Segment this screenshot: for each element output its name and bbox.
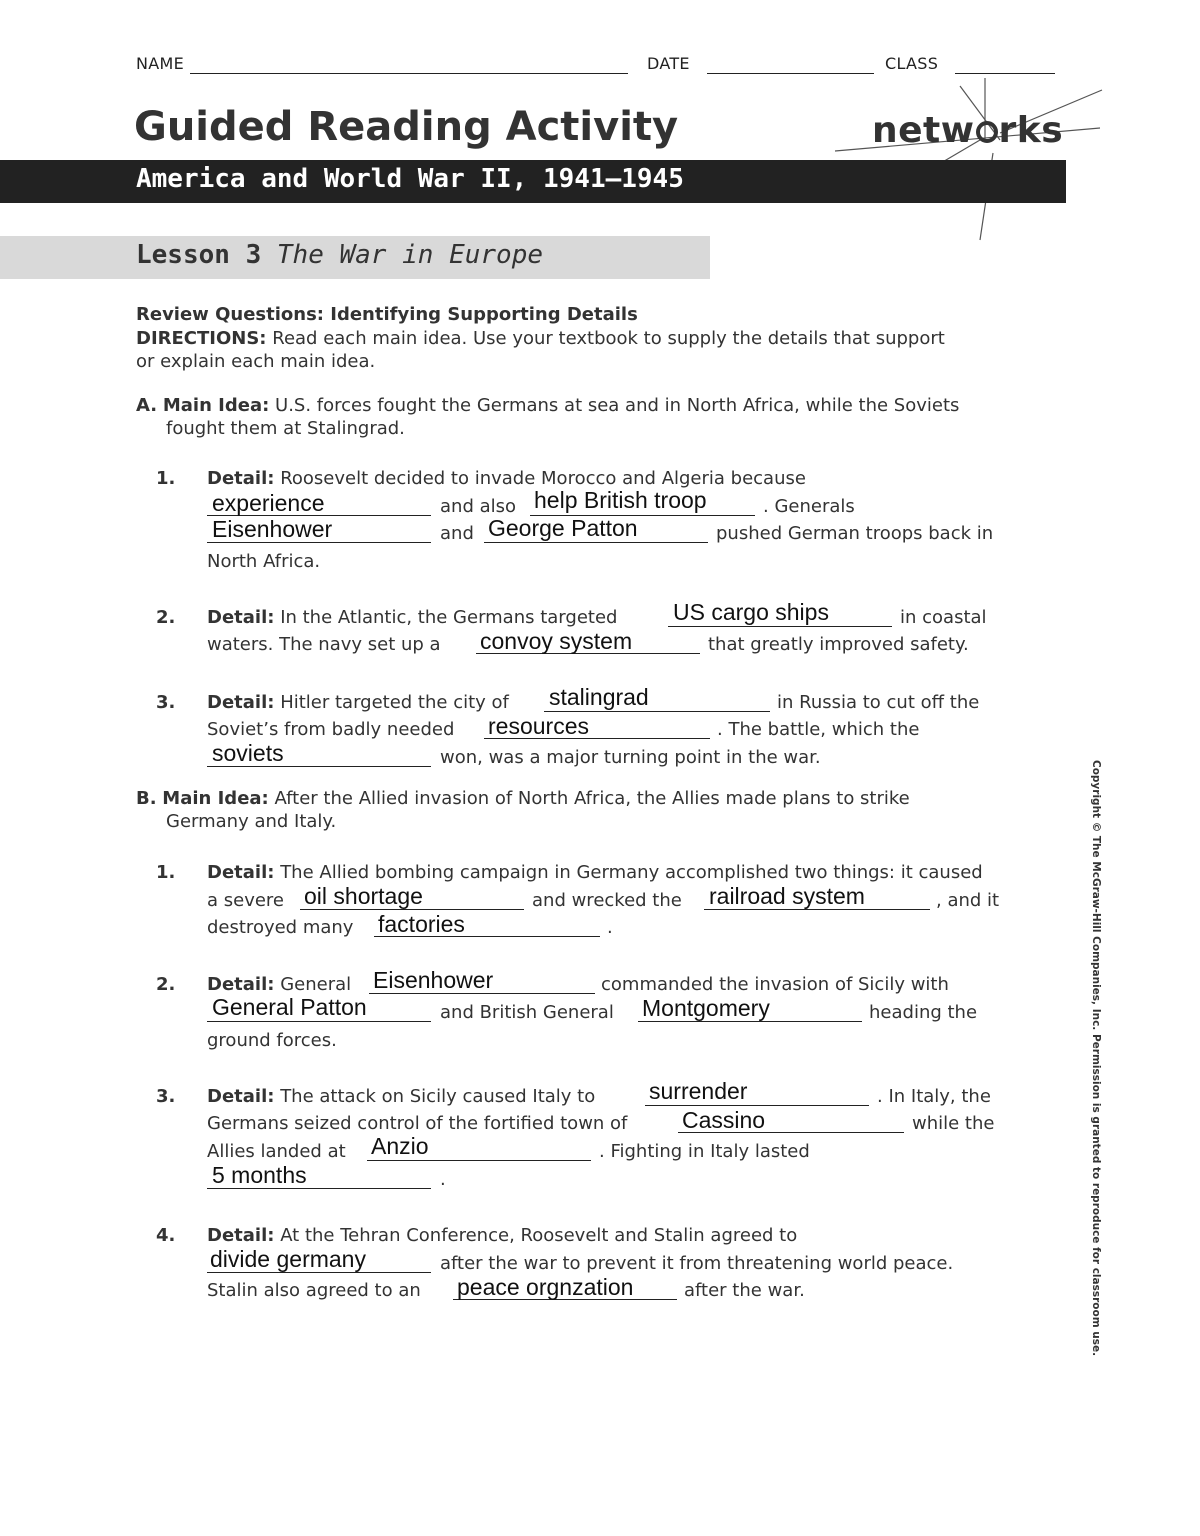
b3-answer2[interactable]: Cassino [682,1107,766,1133]
b2-text3: and British General [440,1002,614,1023]
letter-a: A. [136,395,158,416]
b4-text4: after the war. [684,1280,805,1301]
b3-text3: Germans seized control of the fortified town of [207,1113,628,1134]
a1-answer3[interactable]: Eisenhower [212,516,333,542]
main-idea-a-line1: U.S. forces fought the Germans at sea and in North Africa, while the Soviets [275,395,960,416]
name-line[interactable] [190,73,628,74]
date-label: DATE [647,54,690,73]
a1-text4: and [440,523,474,544]
b3-text2: . In Italy, the [877,1086,991,1107]
main-idea-label: Main Idea: [162,788,269,809]
main-idea-label: Main Idea: [162,395,270,416]
directions-line2: or explain each main idea. [136,351,376,372]
lesson-number: Lesson 3 [136,240,262,270]
a1-text1: Roosevelt decided to invade Morocco and Algeria because [280,468,806,489]
a1-answer2[interactable]: help British troop [534,487,707,513]
directions-label: DIRECTIONS: [136,328,267,349]
networks-logo [872,110,1063,151]
directions-line1: Read each main idea. Use your textbook to supply the details that support [272,328,945,349]
b4-line1 [207,1224,797,1247]
main-idea-b-line1: After the Allied invasion of North Africa, the Allies made plans to strike [274,788,910,809]
copyright-notice [1088,760,1102,1357]
b3-text7: . [440,1169,446,1190]
b2-blank2[interactable] [207,1021,431,1022]
detail-label: Detail: [207,974,275,995]
a1-blank4[interactable] [484,542,708,543]
b2-number: 2. [156,974,176,995]
b2-answer2[interactable]: General Patton [212,994,367,1020]
b3-text5: Allies landed at [207,1141,346,1162]
main-idea-b-line2: Germany and Italy. [166,811,337,832]
b1-number: 1. [156,862,176,883]
b1-text1: The Allied bombing campaign in Germany accomplished two things: it caused [280,862,983,883]
b1-text6: . [607,917,613,938]
b3-text4: while the [912,1113,995,1134]
a3-blank1[interactable] [544,711,770,712]
b3-answer4[interactable]: 5 months [212,1162,307,1188]
b3-number: 3. [156,1086,176,1107]
b4-text1: At the Tehran Conference, Roosevelt and Stalin agreed to [280,1225,798,1246]
a2-number: 2. [156,607,176,628]
detail-label: Detail: [207,1225,275,1246]
a2-text4: that greatly improved safety. [708,634,969,655]
class-line[interactable] [955,73,1055,74]
a2-blank1[interactable] [668,626,892,627]
b1-line1 [207,861,983,884]
detail-label: Detail: [207,607,275,628]
detail-label: Detail: [207,692,275,713]
a3-text5: won, was a major turning point in the war. [440,747,821,768]
review-heading: Review Questions: Identifying Supporting Details [136,304,638,325]
detail-label: Detail: [207,1086,275,1107]
main-idea-a [136,394,959,417]
b2-answer1[interactable]: Eisenhower [373,967,494,993]
b4-number: 4. [156,1225,176,1246]
b1-answer3[interactable]: factories [378,911,465,937]
a3-answer3[interactable]: soviets [212,740,284,766]
a1-text2: and also [440,496,517,517]
a1-text5: pushed German troops back in [716,523,994,544]
a1-text3: . Generals [763,496,855,517]
a1-answer1[interactable]: experience [212,490,325,516]
b2-text4: heading the [869,1002,978,1023]
b1-text4: , and it [936,890,1000,911]
detail-label: Detail: [207,468,275,489]
a2-line1 [207,606,617,629]
brand-left: netw [872,110,975,151]
b3-line1 [207,1085,595,1108]
date-line[interactable] [707,73,874,74]
b3-text1: The attack on Sicily caused Italy to [280,1086,596,1107]
a3-text3: Soviet’s from badly needed [207,719,455,740]
a2-text2: in coastal [900,607,987,628]
brand-o-icon [976,121,998,143]
b4-answer2[interactable]: peace orgnzation [457,1274,634,1300]
b2-text2: commanded the invasion of Sicily with [601,974,949,995]
lesson-name: The War in Europe [276,240,543,270]
a3-text4: . The battle, which the [717,719,920,740]
b1-answer2[interactable]: railroad system [709,883,865,909]
b4-answer1[interactable]: divide germany [210,1246,366,1272]
b3-blank1[interactable] [645,1105,869,1106]
main-idea-b [136,787,910,810]
letter-b: B. [136,788,157,809]
b3-text6: . Fighting in Italy lasted [599,1141,810,1162]
b1-text3: and wrecked the [532,890,682,911]
a3-answer1[interactable]: stalingrad [549,684,649,710]
a1-text6: North Africa. [207,551,321,572]
copyright-text: Copyright © The McGraw-Hill Companies, Inc. Permission is granted to reproduce for classroom use. [1090,760,1102,1357]
b2-answer3[interactable]: Montgomery [642,995,770,1021]
a2-answer2[interactable]: convoy system [480,628,633,654]
a3-text2: in Russia to cut off the [777,692,980,713]
a3-text1: Hitler targeted the city of [280,692,509,713]
main-idea-a-line2: fought them at Stalingrad. [166,418,405,439]
b2-line1 [207,973,351,996]
b3-answer3[interactable]: Anzio [371,1133,429,1159]
a2-answer1[interactable]: US cargo ships [673,599,829,625]
brand-right: rks [998,110,1064,151]
a3-line1 [207,691,509,714]
detail-label: Detail: [207,862,275,883]
a1-line1 [207,467,806,490]
b1-text5: destroyed many [207,917,354,938]
b1-answer1[interactable]: oil shortage [304,883,423,909]
subtitle: America and World War II, 1941–1945 [136,164,684,194]
b4-text2: after the war to prevent it from threatening world peace. [440,1253,954,1274]
a2-text3: waters. The navy set up a [207,634,441,655]
class-label: CLASS [885,54,939,73]
b3-blank3[interactable] [367,1160,591,1161]
b2-text5: ground forces. [207,1030,337,1051]
directions [136,327,945,350]
a1-answer4[interactable]: George Patton [488,515,638,541]
a3-number: 3. [156,692,176,713]
name-label: NAME [136,54,185,73]
b3-answer1[interactable]: surrender [649,1078,748,1104]
b4-text3: Stalin also agreed to an [207,1280,421,1301]
a1-number: 1. [156,468,176,489]
a3-answer2[interactable]: resources [488,713,589,739]
lesson-heading [136,240,543,270]
b2-text1: General [280,974,352,995]
page-title: Guided Reading Activity [134,104,679,150]
a2-text1: In the Atlantic, the Germans targeted [280,607,618,628]
b1-text2: a severe [207,890,285,911]
